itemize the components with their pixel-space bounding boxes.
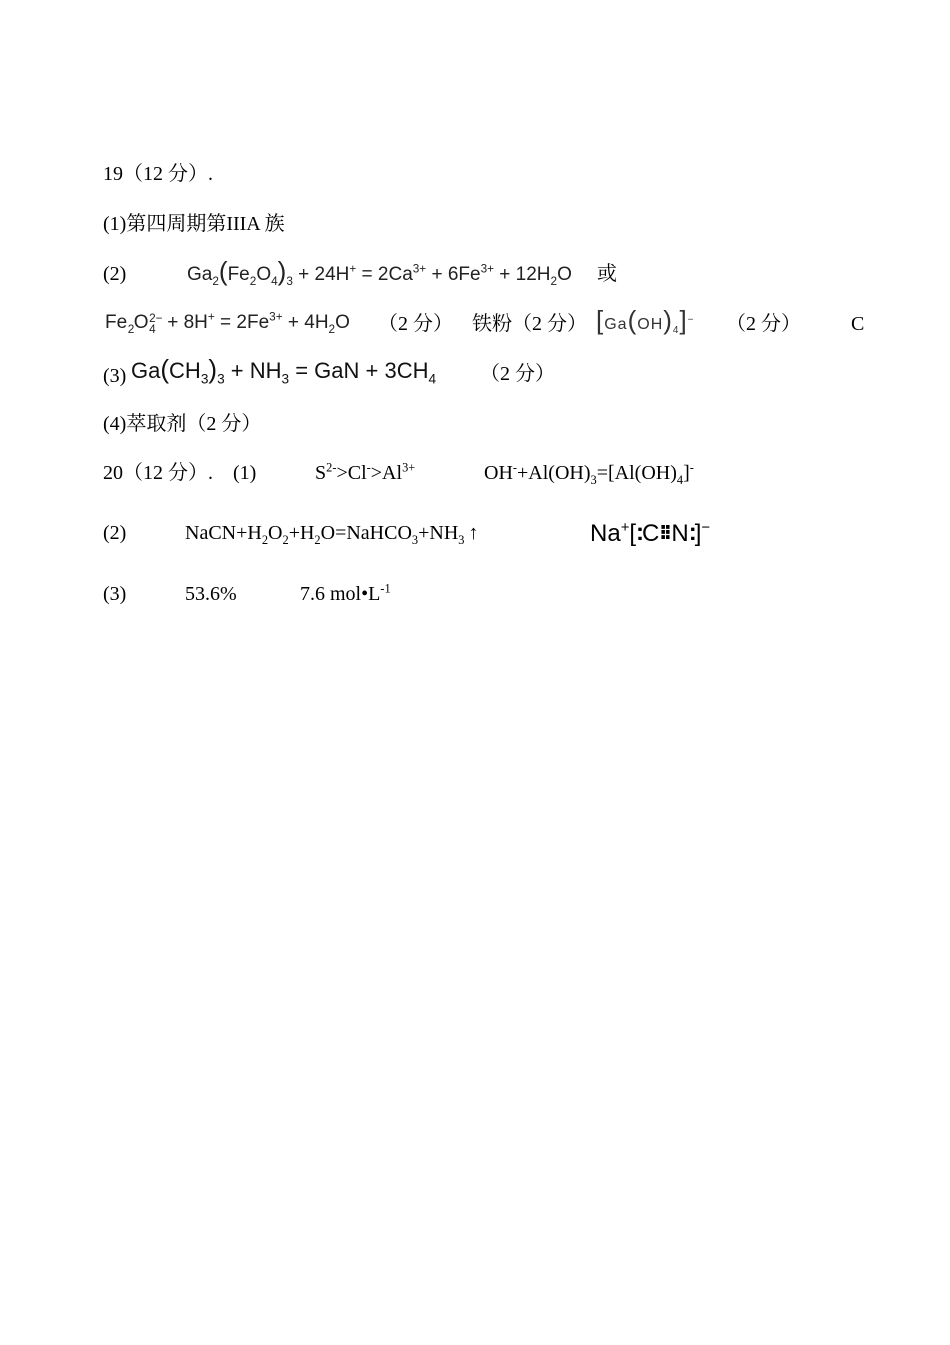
q20-part3-percent: 53.6% bbox=[185, 583, 237, 605]
q20-part1-order: $S^{2-}>Cl^->Al^{3+}$ bbox=[315, 460, 416, 484]
q20-part2-lewis-structure: Na+[:C⁝⁝ N:]− bbox=[590, 519, 711, 547]
q20-part2-equation: $NaCN+H_2O_2+H_2O=NaHCO_3+NH_3$ ↑ bbox=[185, 522, 479, 547]
q20-part2-label: (2) bbox=[103, 522, 127, 544]
q19-part2-equation-2: Fe 2 O 2− 4 + $8H^+ = 2Fe^{3+} + 4H_2O$ bbox=[105, 310, 350, 337]
q19-part2-label: (2) bbox=[103, 263, 127, 285]
q19-part2-equation-1: $Ga_2(Fe_2O_4)_3 + 24H^+ = 2Ca^{3+} + 6Fe^{3+} + 12H_2O$ bbox=[187, 256, 572, 288]
q20-header: 20（12 分）. bbox=[103, 462, 213, 484]
q19-part2-score-1: （2 分） bbox=[378, 313, 453, 335]
q20-part1-equation: $OH^-+Al(OH)_3=[Al(OH)_4]^-$ bbox=[484, 460, 694, 487]
q19-part3-equation: $Ga(CH_3)_3 + NH_3$ = GaN + $3CH_4$ bbox=[131, 354, 437, 387]
q19-part2-score-2: （2 分） bbox=[512, 313, 587, 335]
q19-part3-label: (3) bbox=[103, 365, 127, 387]
q19-part2-iron: 铁粉 bbox=[472, 313, 512, 335]
q19-header: 19（12 分）. bbox=[103, 163, 213, 185]
q19-part1-text: (1)第四周期第IIIA 族 bbox=[103, 213, 285, 235]
q19-part4: (4)萃取剂（2 分） bbox=[103, 413, 262, 435]
q20-part3-label: (3) bbox=[103, 583, 127, 605]
q19-part1 bbox=[103, 210, 285, 238]
q19-part3-score: （2 分） bbox=[480, 363, 555, 385]
q20-part3-concentration: 7.6 $mol•L^{-1}$ bbox=[300, 581, 391, 605]
q20-part1-label: (1) bbox=[233, 462, 257, 484]
q19-part2-score-3: （2 分） bbox=[726, 313, 801, 335]
q19-part2-choice: C bbox=[851, 313, 865, 335]
q19-part2-complex: $[Ga(OH)_4]^-$ bbox=[596, 305, 695, 337]
q19-part2-or: 或 bbox=[597, 263, 617, 285]
